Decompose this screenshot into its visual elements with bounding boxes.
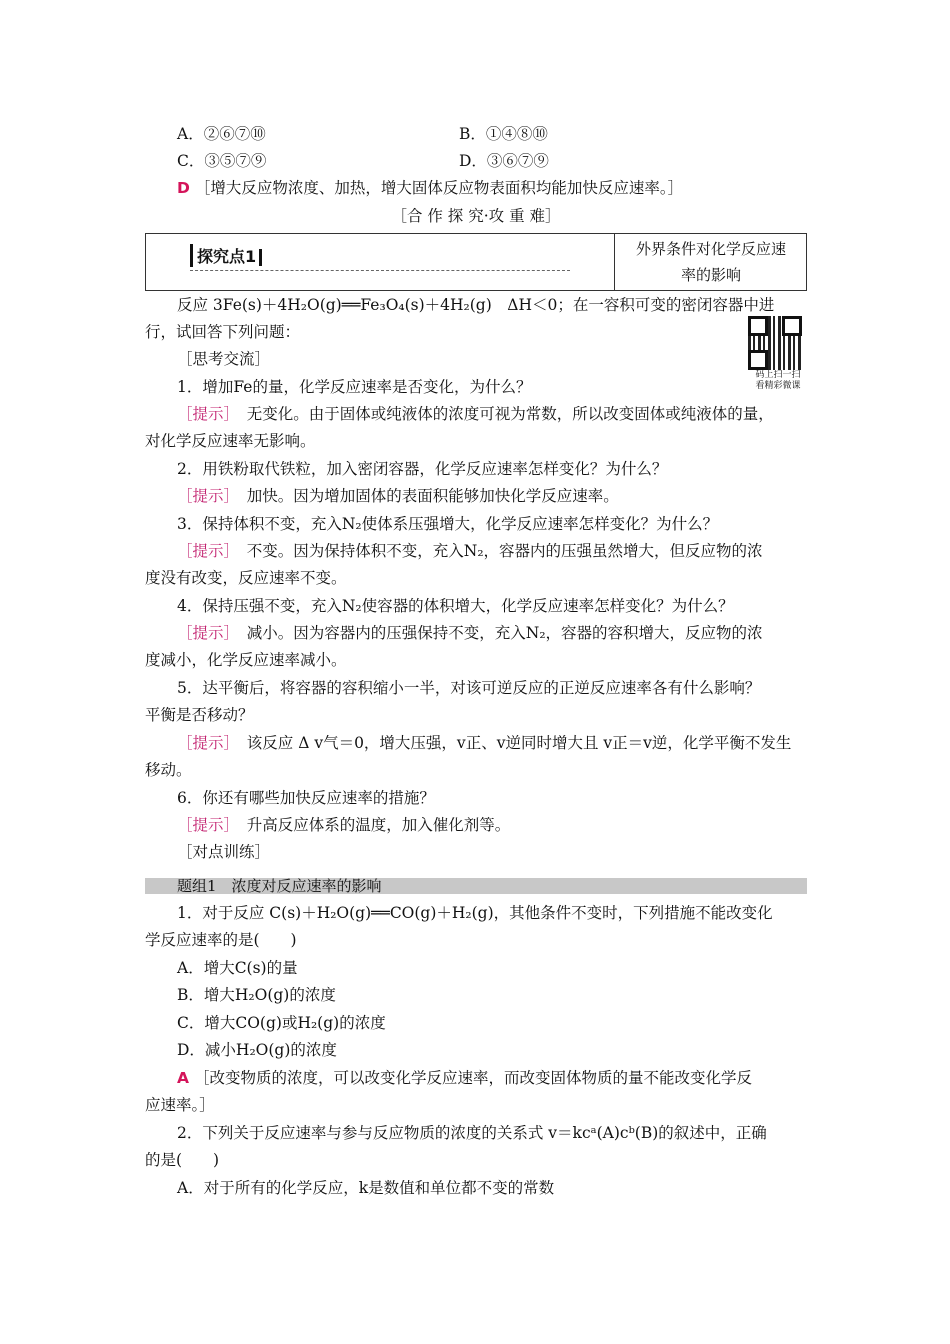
- hint-6: [177, 813, 510, 837]
- hint-2: [177, 484, 619, 508]
- hint-label: ［提示］: [177, 734, 232, 752]
- topic-subject-line-2: 率的影响: [680, 266, 741, 284]
- hint-1-cont: 对化学反应速率无影响。: [145, 432, 316, 450]
- topic-subject-line-1: 外界条件对化学反应速: [635, 240, 786, 258]
- intro-line-1: 反应 3Fe(s)＋4H₂O(g)══Fe₃O₄(s)＋4H₂(g) ΔH＜0；在一容积可变的密闭容器中进: [177, 296, 775, 314]
- topic-subject: [614, 234, 808, 288]
- answer-1: [177, 176, 683, 200]
- hint-label: ［提示］: [177, 816, 232, 834]
- topic-group-bar: [145, 878, 807, 894]
- question-3: 3．保持体积不变，充入N₂使体系压强增大，化学反应速率怎样变化？为什么？: [177, 515, 719, 533]
- exercise-1-option-b: B．增大H₂O(g)的浓度: [177, 986, 336, 1004]
- hint-5: [177, 731, 791, 755]
- hint-1: [177, 402, 774, 426]
- qr-code-block[interactable]: [748, 316, 806, 392]
- question-6: 6．你还有哪些加快反应速率的措施？: [177, 789, 435, 807]
- topic-label: 探究点1: [190, 244, 262, 267]
- exercise-1-option-d: D．减小H₂O(g)的浓度: [177, 1041, 337, 1059]
- hint-5-cont: 移动。: [145, 761, 192, 779]
- hint-text: 不变。因为保持体积不变，充入N₂，容器内的压强虽然增大，但反应物的浓: [231, 542, 763, 560]
- hint-4: [177, 621, 763, 645]
- hint-text: 该反应 Δ v气＝0，增大压强，v正、v逆同时增大且 v正＝v逆，化学平衡不发生: [231, 734, 792, 752]
- answer-explanation: ［增大反应物浓度、加热，增大固体反应物表面积均能加快反应速率。］: [194, 179, 684, 197]
- practice-heading: ［对点训练］: [177, 843, 271, 861]
- hint-label: ［提示］: [177, 542, 232, 560]
- section-title: ［合 作 探 究·攻 重 难］: [391, 207, 561, 225]
- hint-label: ［提示］: [177, 405, 232, 423]
- hint-text: 加快。因为增加固体的表面积能够加快化学反应速率。: [231, 487, 619, 505]
- option-a: A．②⑥⑦⑩: [177, 125, 266, 143]
- hint-text: 减小。因为容器内的压强保持不变，充入N₂，容器的容积增大，反应物的浓: [231, 624, 763, 642]
- question-2: 2．用铁粉取代铁粒，加入密闭容器，化学反应速率怎样变化？为什么？: [177, 460, 668, 478]
- topic-group-label: 题组1 浓度对反应速率的影响: [177, 877, 382, 895]
- option-c: C．③⑤⑦⑨: [177, 152, 267, 170]
- question-5-cont: 平衡是否移动？: [145, 706, 254, 724]
- exercise-2-stem-cont: 的是( ): [145, 1151, 220, 1169]
- dashed-rule: [190, 270, 570, 271]
- exercise-1-stem: 1．对于反应 C(s)＋H₂O(g)══CO(g)＋H₂(g)，其他条件不变时，下列措施不能改变化: [177, 904, 773, 922]
- think-heading: ［思考交流］: [177, 350, 271, 368]
- answer-letter: A: [177, 1069, 189, 1087]
- answer-letter: D: [177, 179, 190, 197]
- exercise-1-stem-cont: 学反应速率的是( ): [145, 931, 297, 949]
- qr-caption-2: 看精彩微课: [755, 381, 801, 391]
- exercise-1-answer-cont: 应速率。］: [145, 1096, 215, 1114]
- intro-line-2: 行，试回答下列问题：: [145, 323, 301, 341]
- hint-3-cont: 度没有改变，反应速率不变。: [145, 569, 347, 587]
- exercise-1-option-a: A．增大C(s)的量: [177, 959, 298, 977]
- hint-4-cont: 度减小，化学反应速率减小。: [145, 651, 347, 669]
- qr-caption-1: 码上扫一扫: [755, 370, 801, 380]
- hint-label: ［提示］: [177, 624, 232, 642]
- answer-explanation: ［改变物质的浓度，可以改变化学反应速率，而改变固体物质的量不能改变化学反: [193, 1069, 752, 1087]
- hint-label: ［提示］: [177, 487, 232, 505]
- option-b: B．①④⑧⑩: [459, 125, 548, 143]
- qr-code-icon[interactable]: [748, 316, 802, 370]
- topic-header-box: [145, 233, 807, 291]
- hint-3: [177, 539, 763, 563]
- hint-text: 无变化。由于固体或纯液体的浓度可视为常数，所以改变固体或纯液体的量，: [231, 405, 774, 423]
- question-4: 4．保持压强不变，充入N₂使容器的体积增大，化学反应速率怎样变化？为什么？: [177, 597, 734, 615]
- exercise-2-option-a: A．对于所有的化学反应，k是数值和单位都不变的常数: [177, 1179, 555, 1197]
- exercise-1-answer: [177, 1066, 752, 1090]
- exercise-2-stem: 2．下列关于反应速率与参与反应物质的浓度的关系式 v＝kcᵃ(A)cᵇ(B)的叙述中，正确: [177, 1124, 767, 1142]
- exercise-1-option-c: C．增大CO(g)或H₂(g)的浓度: [177, 1014, 386, 1032]
- question-1: 1．增加Fe的量，化学反应速率是否变化，为什么？: [177, 378, 532, 396]
- hint-text: 升高反应体系的温度，加入催化剂等。: [231, 816, 511, 834]
- option-d: D．③⑥⑦⑨: [459, 152, 549, 170]
- question-5: 5．达平衡后，将容器的容积缩小一半，对该可逆反应的正逆反应速率各有什么影响？: [177, 679, 761, 697]
